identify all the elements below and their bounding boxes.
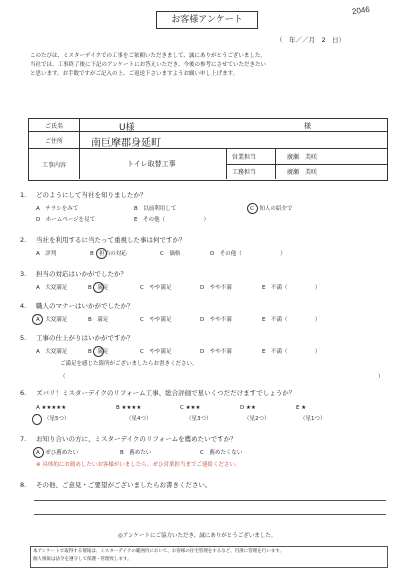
option: E 不満（ ） (262, 349, 321, 355)
star-label: （星2つ） (244, 416, 270, 422)
question-number: 3. (20, 270, 27, 278)
option: D やや不満 (200, 285, 232, 291)
option: B 満足 (88, 285, 109, 291)
work-label: 工事内容 (29, 149, 80, 179)
option: A 大変満足 (36, 285, 68, 291)
customer-info-table (28, 118, 388, 181)
date-line: （ 年／／月 2 日） (276, 36, 346, 44)
question-number: 5. (20, 334, 27, 342)
star-option: B ★★★★ (116, 405, 142, 411)
divider (226, 164, 387, 165)
construction-label: 工務担当 (232, 169, 257, 176)
question-number: 1. (20, 191, 27, 199)
option: E 不満（ ） (262, 317, 321, 323)
option: C やや満足 (140, 349, 172, 355)
option: B 満足 (88, 317, 109, 323)
address-row (29, 132, 387, 149)
question-number: 2. (20, 236, 27, 244)
option: D その他（ ） (210, 251, 286, 257)
question-text: 担当の対応はいかがでしたか？ (36, 270, 127, 278)
question-text: お知り合いの方に、ミスターデイクのリフォームを薦めたいですか？ (36, 435, 237, 443)
question-text: ズバリ！ミスターデイクのリフォーム工事、総合評価で星いくつだだけますでしょうか？ (36, 389, 296, 397)
document-number: 2046 (351, 4, 371, 17)
option: B 薦めたい (120, 450, 152, 456)
sales-value: 廣瀬 美咲 (287, 154, 318, 161)
comment-line (34, 500, 386, 501)
answer-circle (96, 248, 107, 259)
answer-blank-open: （ (60, 374, 66, 380)
page-title: お客様アンケート (156, 11, 258, 29)
answer-blank-close: ） (378, 374, 384, 380)
star-label: （星3つ） (186, 416, 212, 422)
question-text: 職人のマナーはいかがでしたか？ (36, 302, 134, 310)
option: B 担当の対応 (90, 251, 127, 257)
privacy-note: 本アンケートで取得する情報は、ミスターデイクの範囲内において、お客様の住宅管理をするなど、円滑に管理を行います。 (33, 549, 284, 554)
divider (275, 149, 276, 179)
recommend-note: ※ 具体的にお薦めしたいお客様がいましたら、ぜひ営業担当までご連絡ください。 (36, 462, 241, 468)
option: C やや満足 (140, 285, 172, 291)
option: E 不満（ ） (262, 285, 321, 291)
answer-circle (33, 447, 44, 458)
option: C 価格 (160, 251, 181, 257)
privacy-box (30, 546, 388, 568)
star-label: （星1つ） (300, 416, 326, 422)
address-label: ご住所 (29, 132, 80, 148)
answer-circle (247, 203, 258, 214)
star-option: A ★★★★★ (36, 405, 67, 411)
star-label: （星5つ） (44, 416, 70, 422)
name-suffix: 様 (304, 122, 311, 130)
option: D やや不満 (200, 317, 232, 323)
option: A 評判 (36, 251, 57, 257)
option: A チラシをみて (36, 206, 79, 212)
question-number: 8. (20, 481, 27, 489)
name-label: ご氏名 (29, 119, 80, 131)
name-value: U様 (119, 123, 135, 133)
work-row (29, 149, 387, 179)
sales-label: 営業担当 (232, 154, 257, 161)
option: C 薦めたくない (200, 450, 243, 456)
option: E その他（ ） (134, 217, 209, 223)
option: C 知人の紹介で (250, 206, 293, 212)
option: B 以前利用して (134, 206, 177, 212)
option: A 大変満足 (36, 349, 68, 355)
construction-value: 廣瀬 美咲 (287, 169, 318, 176)
work-value: トイレ取替工事 (127, 160, 176, 168)
question-text: 当社を利用するに当たって重視した事は何ですか？ (36, 236, 186, 244)
star-option: D ★★ (240, 405, 256, 411)
option: A ぜひ薦めたい (36, 450, 79, 456)
answer-circle (32, 314, 43, 325)
answer-circle (93, 282, 104, 293)
answer-circle (32, 414, 42, 425)
intro-line-1: このたびは、ミスターデイクでの工事をご依頼いただきまして、誠にありがとうございました。 (30, 53, 266, 59)
question-text: その他、ご意見・ご要望がございましたらお書きください。 (36, 481, 212, 489)
comment-line (34, 514, 386, 515)
option: B 満足 (88, 349, 109, 355)
intro-line-2: 当社では、工事終了後に下記のアンケートにお答えいただき、今後の参考にさせていただきたい (30, 62, 266, 68)
question-text: 工事の仕上がりはいかがですか？ (36, 334, 134, 342)
star-label: （星4つ） (126, 416, 152, 422)
question-number: 4. (20, 302, 27, 310)
question-note: ご満足を感じた箇所がございましたらお書きください。 (60, 361, 198, 367)
star-option: E ★ (296, 405, 307, 411)
answer-circle (93, 346, 104, 357)
option: C やや満足 (140, 317, 172, 323)
address-value: 南巨摩郡身延町 (91, 138, 161, 149)
question-text: どのようにして当社を知りましたか？ (36, 191, 147, 199)
option: A 大変満足 (36, 317, 68, 323)
privacy-note: 個人情報は法令を遵守して保護・管理致します。 (33, 557, 132, 562)
question-number: 6. (20, 389, 27, 397)
question-number: 7. (20, 435, 27, 443)
option: D ホームページを見て (36, 217, 96, 223)
intro-line-3: と思います。お手数ですがご記入の上、ご返送下さいますようお願い申し上げます。 (30, 71, 239, 77)
option: D やや不満 (200, 349, 232, 355)
name-row (29, 119, 387, 132)
star-option: C ★★★ (180, 405, 201, 411)
thanks-text: ◎アンケートにご協力いただき、誠にありがとうございました。 (118, 533, 277, 539)
